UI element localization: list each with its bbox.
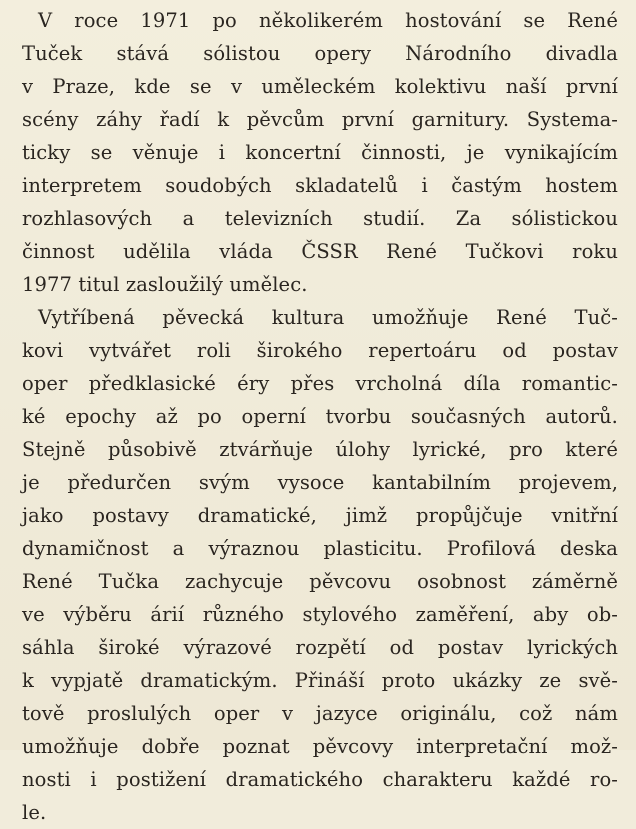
text-line: je předurčen svým vysoce kantabilním projevem, (22, 471, 618, 494)
text-line: Stejně působivě ztvárňuje úlohy lyrické, pro které (22, 438, 618, 461)
text-line: sáhla široké výrazové rozpětí od postav lyrických (22, 636, 618, 659)
text-line: scény záhy řadí k pěvcům první garnitury. Systema- (22, 108, 618, 131)
text-line: rozhlasových a televizních studií. Za sólistickou (22, 207, 618, 230)
text-line: oper předklasické éry přes vrcholná díla romantic- (22, 372, 618, 395)
paragraph-1 (22, 4, 618, 301)
text-line: Vytříbená pěvecká kultura umožňuje René Tuč- (38, 306, 618, 329)
text-block (22, 4, 618, 829)
text-line: René Tučka zachycuje pěvcovu osobnost záměrně (22, 570, 618, 593)
text-line: 1977 titul zasloužilý umělec. (22, 273, 308, 296)
text-line: v Praze, kde se v uměleckém kolektivu naší první (22, 75, 618, 98)
text-line: tově proslulých oper v jazyce originálu, což nám (22, 702, 618, 725)
text-line: le. (22, 801, 47, 824)
text-line: ké epochy až po operní tvorbu současných autorů. (22, 405, 618, 428)
text-line: ticky se věnuje i koncertní činnosti, je vynikajícím (22, 141, 618, 164)
text-line: kovi vytvářet roli širokého repertoáru od postav (22, 339, 618, 362)
text-line: V roce 1971 po několikerém hostování se René (38, 9, 618, 32)
text-line: ve výběru árií různého stylového zaměření, aby ob- (22, 603, 618, 626)
text-line: jako postavy dramatické, jimž propůjčuje vnitřní (22, 504, 618, 527)
text-line: nosti i postižení dramatického charakteru každé ro- (22, 768, 618, 791)
text-line: umožňuje dobře poznat pěvcovy interpretační mož- (22, 735, 618, 758)
text-line: Tuček stává sólistou opery Národního divadla (22, 42, 618, 65)
text-line: dynamičnost a výraznou plasticitu. Profilová deska (22, 537, 618, 560)
text-line: interpretem soudobých skladatelů i častým hostem (22, 174, 618, 197)
text-line: činnost udělila vláda ČSSR René Tučkovi roku (22, 240, 618, 263)
text-line: k vypjatě dramatickým. Přináší proto ukázky ze svě- (22, 669, 618, 692)
